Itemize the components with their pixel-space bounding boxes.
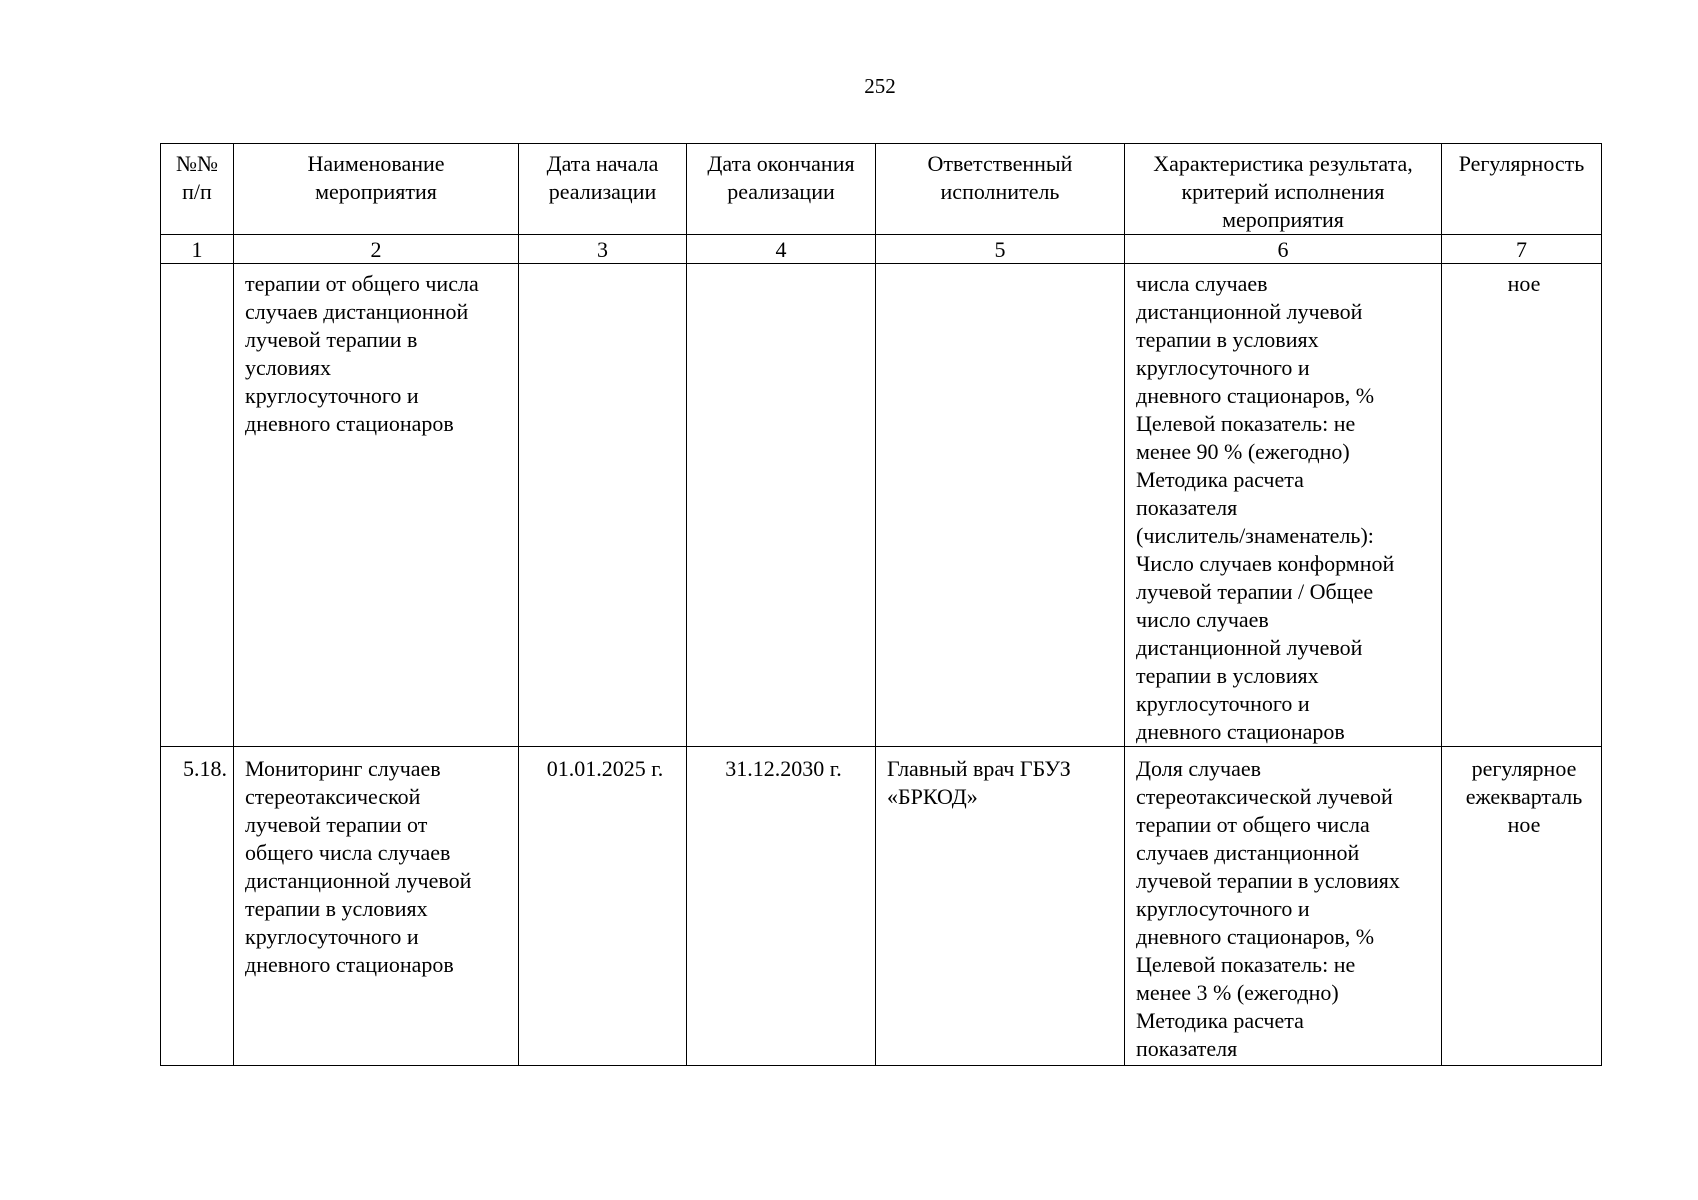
activity-name: Мониторинг случаев стереотаксической лучевой терапии от общего числа случаев дистанционной лучевой терапии в условиях круглосуточного и дневного стационаров: [234, 747, 519, 1066]
header-start-date: Дата начала реализации: [519, 144, 687, 235]
column-number: 7: [1442, 235, 1602, 264]
activities-table: [160, 143, 1602, 1066]
table-row: [161, 747, 1602, 1066]
header-end-date: Дата окончания реализации: [687, 144, 876, 235]
result-description: числа случаев дистанционной лучевой терапии в условиях круглосуточного и дневного стационаров, % Целевой показатель: не менее 90 % (ежегодно) Методика расчета показателя (числитель/знаменатель): Число случаев конформной лучевой терапии / Общее число случаев дистанционной лучевой терапии в условиях круглосуточного и дневного стационаров: [1125, 264, 1442, 747]
header-result: Характеристика результата, критерий исполнения мероприятия: [1125, 144, 1442, 235]
row-number: 5.18.: [161, 747, 234, 1066]
table-row: [161, 264, 1602, 747]
header-regularity: Регулярность: [1442, 144, 1602, 235]
column-number: 4: [687, 235, 876, 264]
row-number: [161, 264, 234, 747]
column-number: 5: [876, 235, 1125, 264]
end-date: [687, 264, 876, 747]
end-date: 31.12.2030 г.: [687, 747, 876, 1066]
column-number-row: [161, 235, 1602, 264]
regularity: ное: [1442, 264, 1602, 747]
responsible: Главный врач ГБУЗ «БРКОД»: [876, 747, 1125, 1066]
column-number: 1: [161, 235, 234, 264]
column-number: 3: [519, 235, 687, 264]
start-date: 01.01.2025 г.: [519, 747, 687, 1066]
responsible: [876, 264, 1125, 747]
activity-name: терапии от общего числа случаев дистанционной лучевой терапии в условиях круглосуточного и дневного стационаров: [234, 264, 519, 747]
start-date: [519, 264, 687, 747]
page-number: 252: [864, 74, 896, 98]
result-description: Доля случаев стереотаксической лучевой терапии от общего числа случаев дистанционной лучевой терапии в условиях круглосуточного и дневного стационаров, % Целевой показатель: не менее 3 % (ежегодно) Методика расчета показателя: [1125, 747, 1442, 1066]
regularity: регулярное ежекварталь ное: [1442, 747, 1602, 1066]
header-responsible: Ответственный исполнитель: [876, 144, 1125, 235]
column-number: 2: [234, 235, 519, 264]
table-header-row: [161, 144, 1602, 235]
header-number: №№ п/п: [161, 144, 234, 235]
column-number: 6: [1125, 235, 1442, 264]
header-activity-name: Наименование мероприятия: [234, 144, 519, 235]
